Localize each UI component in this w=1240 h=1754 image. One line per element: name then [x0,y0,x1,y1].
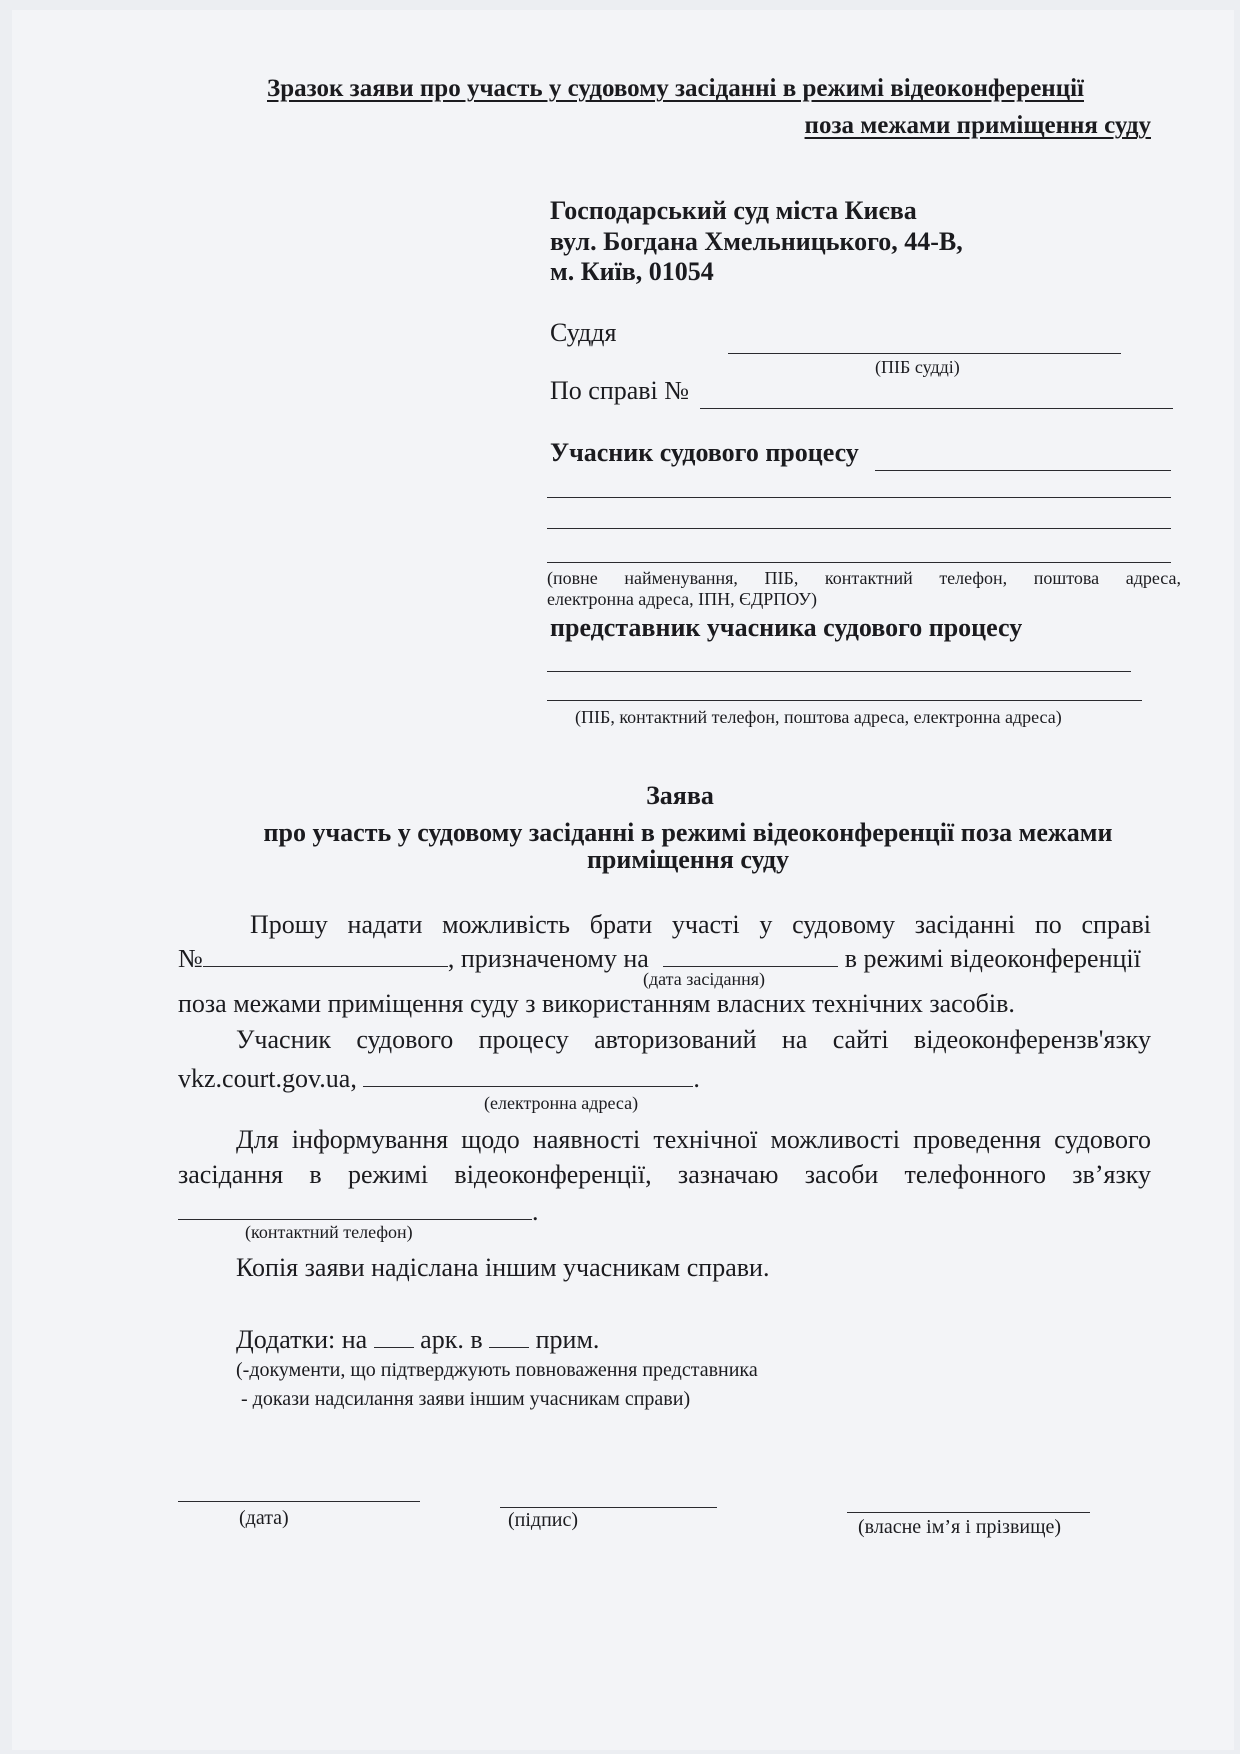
attachments-docs-line2: - докази надсилання заяви іншим учасникам справи) [236,1388,691,1410]
request-line1: Прошу надати можливість брати участі у судовому засіданні по справі [250,912,1151,939]
attachments-mid: арк. в [420,1325,483,1354]
judge-label: Суддя [550,318,617,347]
sheets-blank [374,1321,414,1348]
representative-hint: (ПІБ, контактний телефон, поштова адреса, електронна адреса) [575,707,1062,727]
representative-field-2 [547,700,1142,701]
signature-date-label: (дата) [239,1507,289,1529]
copies-blank [489,1321,529,1348]
participant-field-1 [875,470,1171,471]
sample-title-line1: Зразок заяви про участь у судовому засіданні в режимі відеоконференції [267,75,1084,102]
period: . [532,1197,539,1226]
videoconference-text: в режимі відеоконференції [844,944,1141,973]
authorization-line1: Учасник судового процесу авторизований на сайті відеоконферензв'язку [236,1027,1151,1054]
attachments-end: прим. [535,1325,600,1354]
sign-signature-line [500,1507,717,1508]
sample-title-line2: поза межами приміщення суду [804,112,1151,139]
attachments-line [236,1321,599,1353]
phone-blank [178,1193,532,1220]
participant-field-2 [547,497,1171,498]
date-hint: (дата засідання) [643,969,766,989]
phone-info-line2: засідання в режимі відеоконференції, зазначаю засоби телефонного зв’язку [178,1162,1151,1189]
signature-name-label: (власне ім’я і прізвище) [858,1516,1062,1538]
number-sign: № [178,944,203,973]
judge-name-field [728,353,1121,354]
participant-field-3 [547,528,1171,529]
participant-hint-line1: (повне найменування, ПІБ, контактний телефон, поштова адреса, [547,569,1181,588]
period: . [693,1064,700,1093]
participant-hint-line2: електронна адреса, ІПН, ЄДРПОУ) [547,589,817,609]
authorization-line2 [178,1060,700,1092]
court-name: Господарський суд міста Києва [550,196,917,225]
signature-sign-label: (підпис) [508,1509,579,1531]
vkz-site: vkz.court.gov.ua, [178,1064,357,1093]
phone-hint: (контактний телефон) [245,1222,413,1242]
email-hint: (електронна адреса) [484,1093,639,1113]
phone-info-line1: Для інформування щодо наявності технічної можливості проведення судового [236,1127,1151,1154]
attachments-docs-line1: (-документи, що підтверджують повноваження представника [236,1359,758,1381]
representative-label: представник учасника судового процесу [550,613,1023,642]
date-signature-line [178,1501,420,1502]
phone-line [178,1193,539,1225]
email-blank [363,1060,693,1087]
case-number-field [700,408,1173,409]
scheduled-text: , призначеному на [447,944,649,973]
case-label: По справі № [550,376,690,405]
request-line3: поза межами приміщення суду з використанням власних технічних засобів. [178,989,1015,1018]
hearing-date-blank [663,940,838,967]
request-line2 [178,940,1141,972]
statement-subtitle-line1: про участь у судовому засіданні в режимі відеоконференції поза межами [263,818,1113,847]
copy-note: Копія заяви надіслана іншим учасникам справи. [236,1253,770,1282]
participant-field-4 [547,562,1171,563]
representative-field-1 [547,671,1131,672]
attachments-prefix: Додатки: на [236,1325,368,1354]
name-signature-line [847,1512,1090,1513]
court-street: вул. Богдана Хмельницького, 44-В, [550,227,963,256]
participant-label: Учасник судового процесу [550,438,859,467]
judge-hint: (ПІБ судді) [875,357,960,377]
case-number-blank [203,940,448,967]
court-city: м. Київ, 01054 [550,257,714,286]
statement-subtitle-line2: приміщення суду [586,845,790,874]
statement-title: Заява [646,781,714,810]
